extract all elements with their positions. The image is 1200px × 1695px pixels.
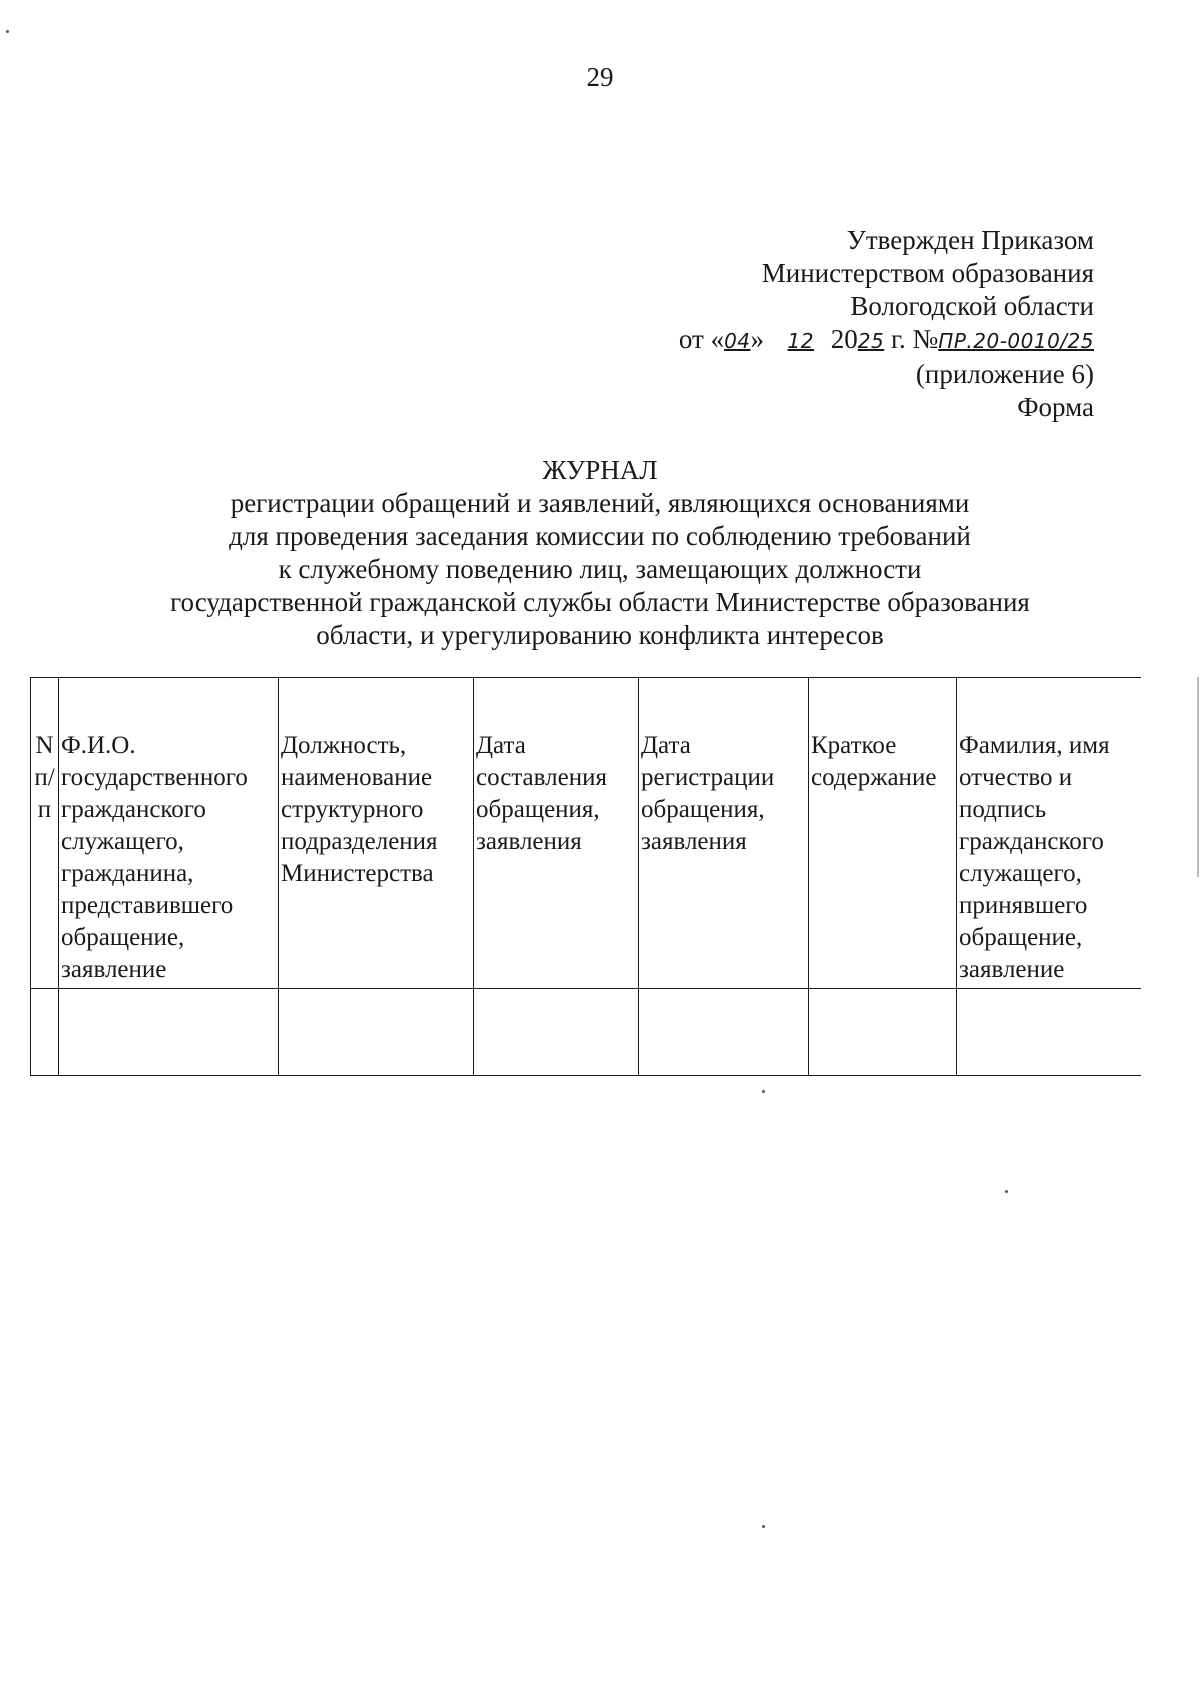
journal-subtitle-line: области, и урегулированию конфликта интересов bbox=[316, 620, 884, 650]
approval-block bbox=[679, 224, 1094, 424]
table-header-row bbox=[31, 678, 1141, 989]
date-prefix: от « bbox=[678, 324, 725, 354]
header-registration-date: Дата регистрации обращения, заявления bbox=[639, 678, 809, 989]
scan-speck bbox=[1005, 1190, 1008, 1193]
scan-speck bbox=[762, 1090, 765, 1093]
scan-speck bbox=[6, 30, 9, 33]
journal-title: ЖУРНАЛ bbox=[542, 455, 658, 485]
journal-subtitle-line: государственной гражданской службы области Министерстве образования bbox=[170, 587, 1030, 617]
date-mid: » bbox=[750, 324, 765, 354]
header-position: Должность, наименование структурного подразделения Министерства bbox=[279, 678, 474, 989]
approval-form: Форма bbox=[1017, 392, 1094, 422]
journal-subtitle-line: к служебному поведению лиц, замещающих должности bbox=[278, 554, 922, 584]
table-cell bbox=[279, 989, 474, 1076]
journal-heading bbox=[0, 454, 1200, 652]
date-month: 12 bbox=[787, 329, 814, 353]
table-cell bbox=[809, 989, 957, 1076]
table-cell bbox=[957, 989, 1141, 1076]
approval-date-line bbox=[679, 323, 1094, 358]
table-cell bbox=[639, 989, 809, 1076]
scan-edge-mark bbox=[1197, 677, 1199, 877]
approval-line-1: Утвержден Приказом bbox=[846, 225, 1094, 255]
approval-appendix: (приложение 6) bbox=[915, 359, 1094, 389]
header-number: N п/п bbox=[31, 678, 59, 989]
approval-line-2: Министерством образования bbox=[761, 258, 1094, 288]
table-cell bbox=[31, 989, 59, 1076]
header-full-name: Ф.И.О. государственного гражданского служащего, гражданина, представившего обращение, заявление bbox=[59, 678, 279, 989]
table-row bbox=[31, 989, 1141, 1076]
table-cell bbox=[474, 989, 639, 1076]
page-number: 29 bbox=[586, 62, 614, 92]
header-summary: Краткое содержание bbox=[809, 678, 957, 989]
date-year-prefix: 20 bbox=[830, 324, 858, 354]
number-prefix: г. № bbox=[890, 324, 939, 354]
order-number: ПР.20-0010/25 bbox=[938, 329, 1094, 353]
header-recipient: Фамилия, имя отчество и подпись гражданского служащего, принявшего обращение, заявление bbox=[957, 678, 1141, 989]
approval-line-3: Вологодской области bbox=[850, 291, 1094, 321]
journal-subtitle-line: регистрации обращений и заявлений, являющихся основаниями bbox=[230, 488, 970, 518]
date-year-suffix: 25 bbox=[857, 329, 885, 353]
date-day: 04 bbox=[724, 329, 751, 353]
header-compose-date: Дата составления обращения, заявления bbox=[474, 678, 639, 989]
journal-subtitle-line: для проведения заседания комиссии по соблюдению требований bbox=[229, 521, 971, 551]
scan-speck bbox=[762, 1525, 765, 1528]
table-cell bbox=[59, 989, 279, 1076]
journal-table bbox=[30, 677, 1141, 1076]
